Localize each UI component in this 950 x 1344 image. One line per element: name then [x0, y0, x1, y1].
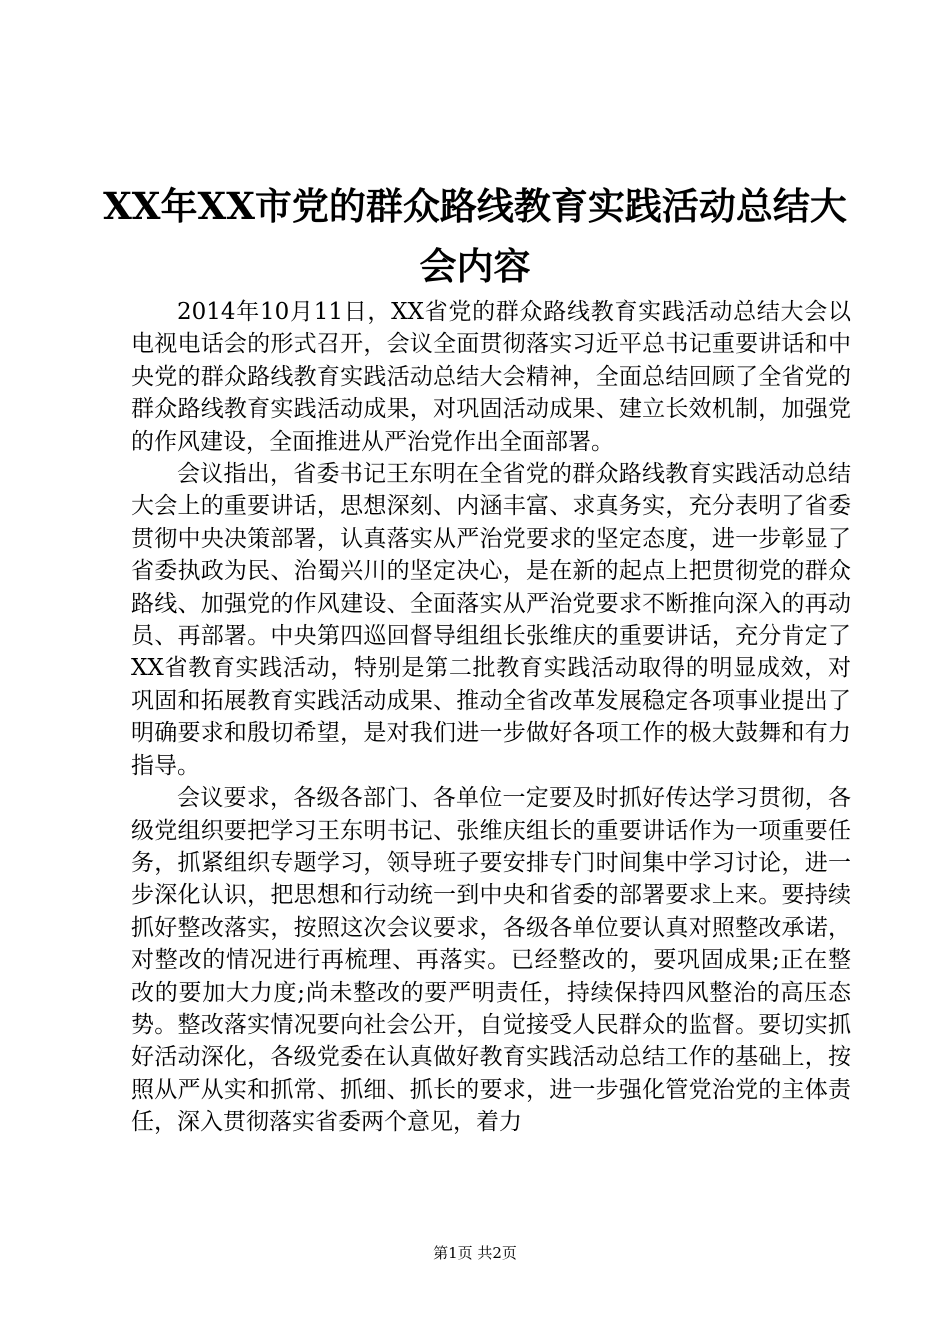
paragraph-3: 会议要求，各级各部门、各单位一定要及时抓好传达学习贯彻，各级党组织要把学习王东明书记、张维庆组长的重要讲话作为一项重要任务，抓紧组织专题学习，领导班子要安排专门时间集中学习讨论，进一步深化认识，把思想和行动统一到中央和省委的部署要求上来。要持续抓好整改落实，按照这次会议要求，各级各单位要认真对照整改承诺，对整改的情况进行再梳理、再落实。已经整改的，要巩固成果;正在整改的要加大力度;尚未整改的要严明责任，持续保持四风整治的高压态势。整改落实情况要向社会公开，自觉接受人民群众的监督。要切实抓好活动深化，各级党委在认真做好教育实践活动总结工作的基础上，按照从严从实和抓常、抓细、抓长的要求，进一步强化管党治党的主体责任，深入贯彻落实省委两个意见，着力 — [131, 785, 851, 1136]
paragraph-2: 会议指出，省委书记王东明在全省党的群众路线教育实践活动总结大会上的重要讲话，思想深刻、内涵丰富、求真务实，充分表明了省委贯彻中央决策部署，认真落实从严治党要求的坚定态度，进一步彰显了省委执政为民、治蜀兴川的坚定决心，是在新的起点上把贯彻党的群众路线、加强党的作风建设、全面落实从严治党要求不断推向深入的再动员、再部署。中央第四巡回督导组组长张维庆的重要讲话，充分肯定了XX省教育实践活动，特别是第二批教育实践活动取得的明显成效，对巩固和拓展教育实践活动成果、推动全省改革发展稳定各项事业提出了明确要求和殷切希望，是对我们进一步做好各项工作的极大鼓舞和有力指导。 — [131, 461, 851, 779]
paragraph-1: 2014年10月11日，XX省党的群众路线教育实践活动总结大会以电视电话会的形式召开，会议全面贯彻落实习近平总书记重要讲话和中央党的群众路线教育实践活动总结大会精神，全面总结回顾了全省党的群众路线教育实践活动成果，对巩固活动成果、建立长效机制，加强党的作风建设，全面推进从严治党作出全面部署。 — [131, 299, 851, 455]
document-body — [131, 296, 851, 1139]
document-title: XX年XX市党的群众路线教育实践活动总结大会内容 — [103, 184, 847, 288]
page-footer: 第1页 共2页 — [433, 1244, 517, 1262]
